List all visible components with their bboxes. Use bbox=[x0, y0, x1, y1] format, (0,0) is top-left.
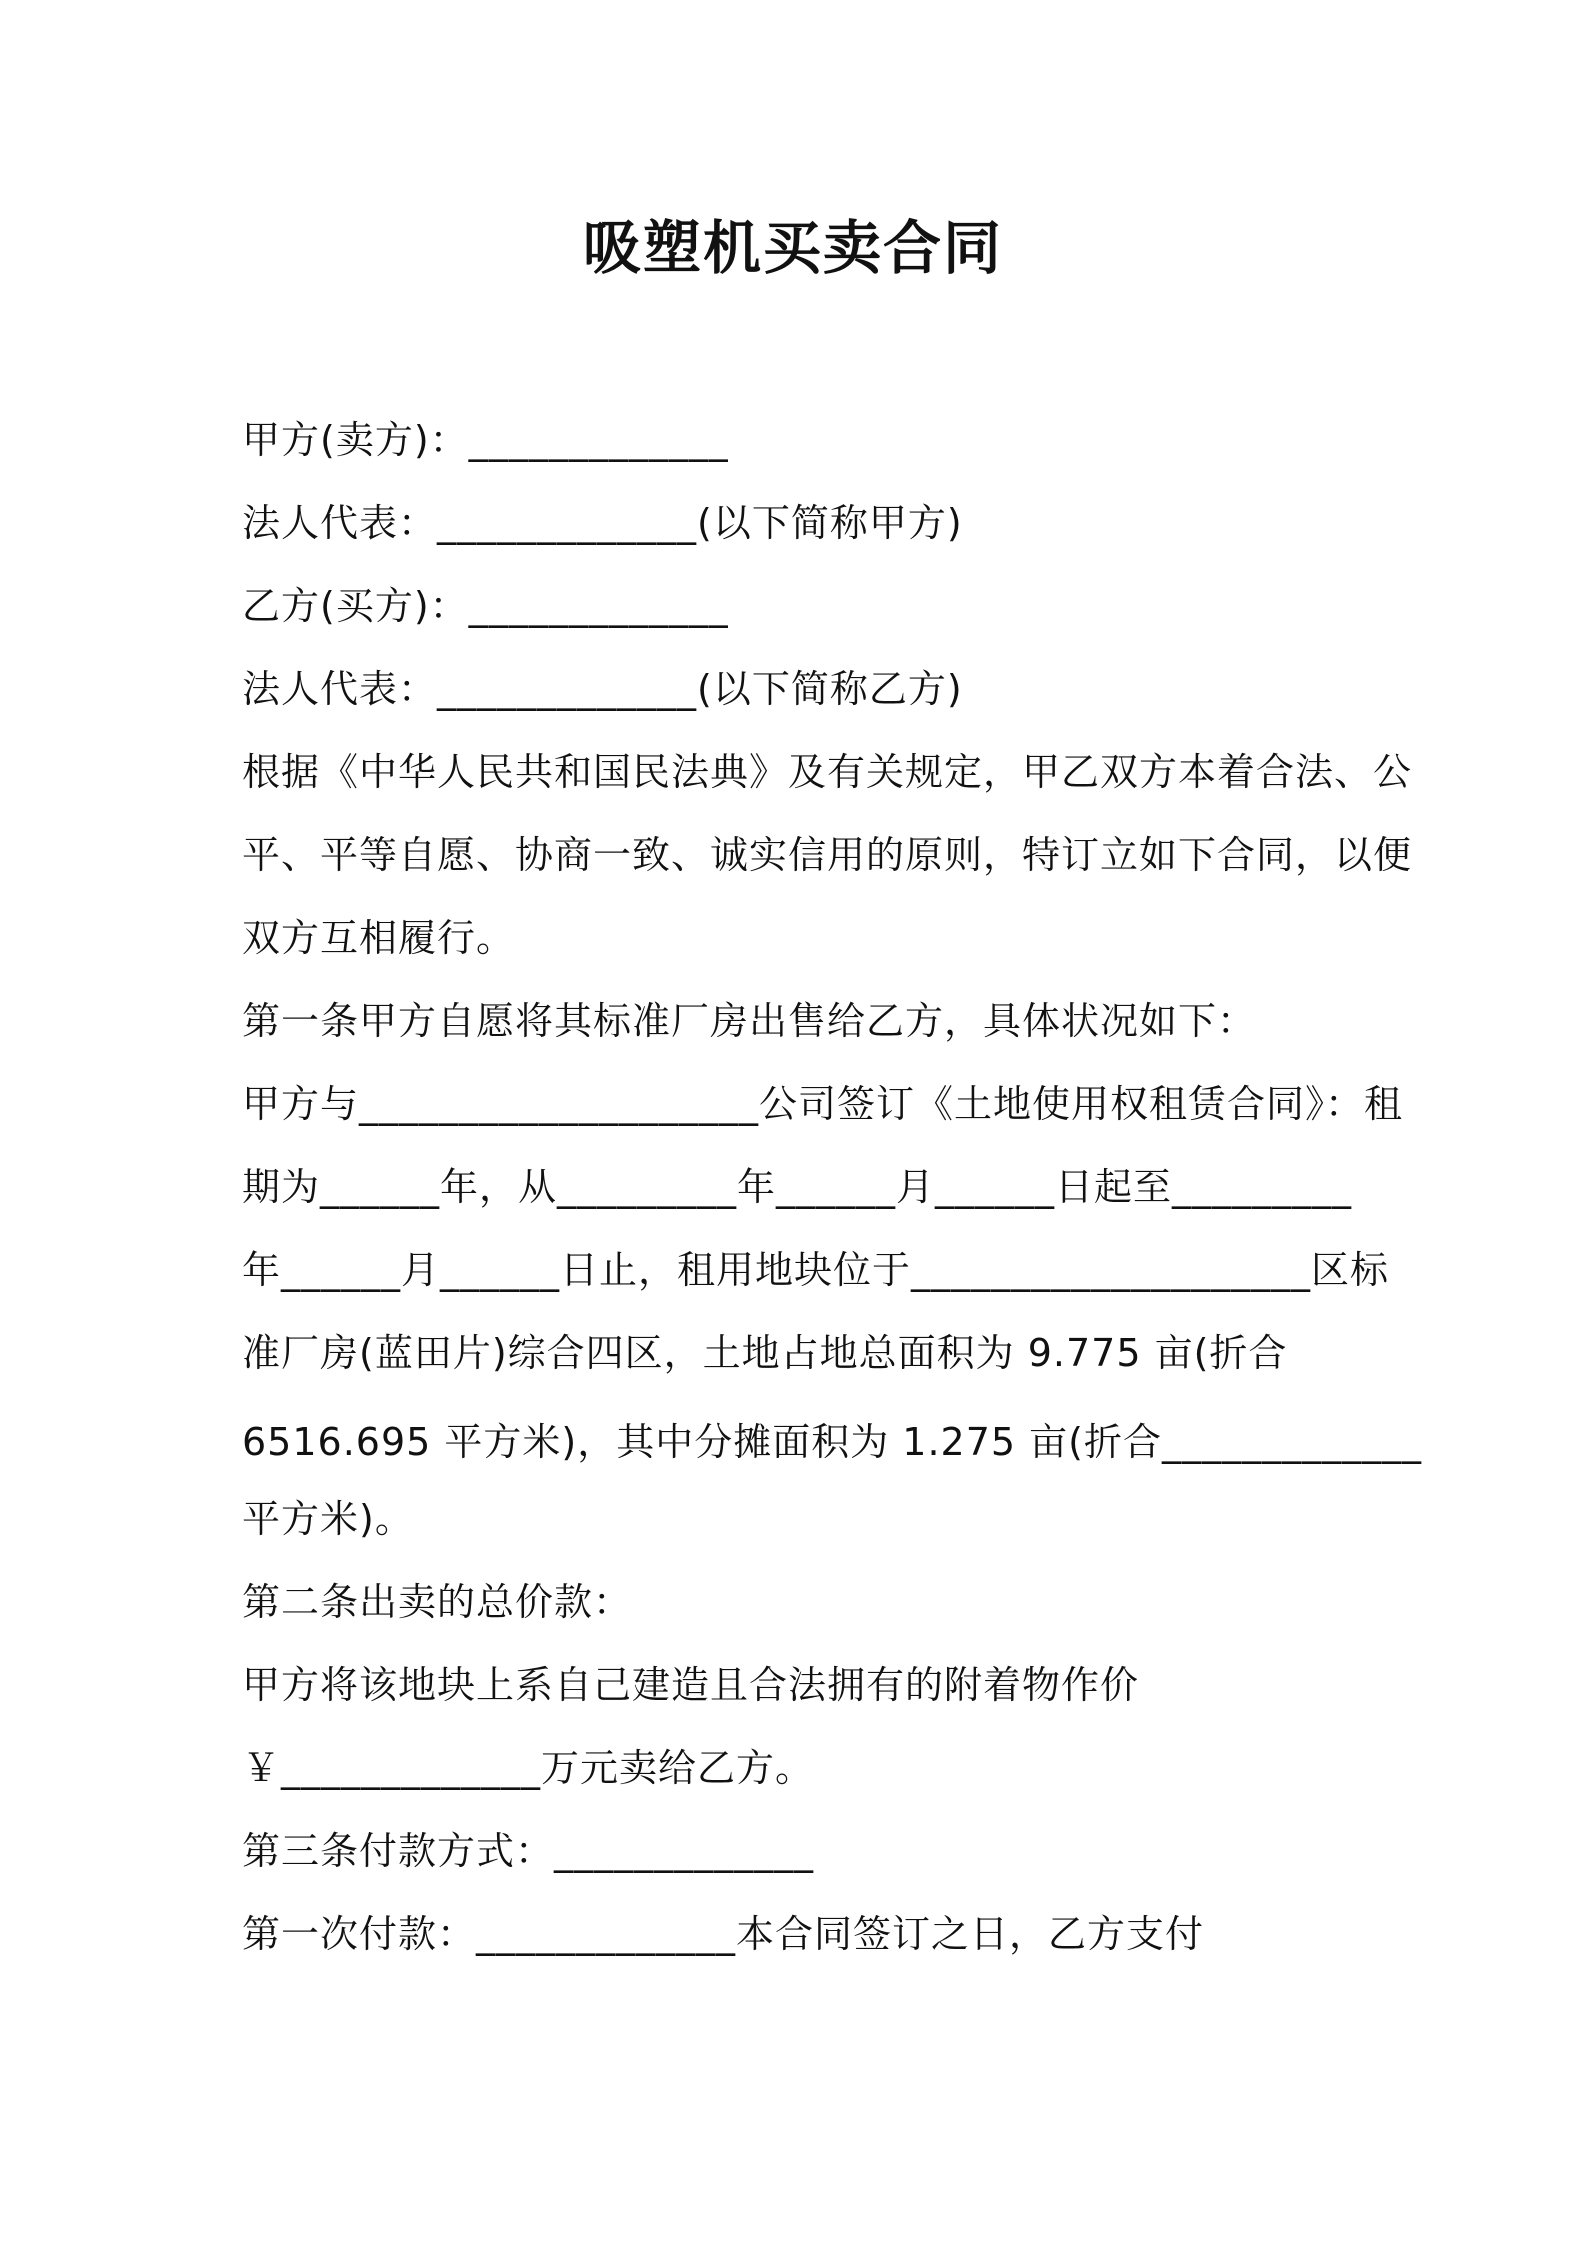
party-a-rep-line: 法人代表：_____________(以下简称甲方) bbox=[242, 501, 963, 545]
party-a-line: 甲方(卖方)：_____________ bbox=[242, 418, 729, 462]
article-1-line-2: 期为______年，从_________年______月______日起至_________ bbox=[242, 1165, 1353, 1209]
preamble-line-1: 根据《中华人民共和国民法典》及有关规定，甲乙双方本着合法、公 bbox=[242, 750, 1413, 794]
article-1-heading: 第一条甲方自愿将其标准厂房出售给乙方，具体状况如下： bbox=[242, 999, 1257, 1043]
article-1-line-6: 平方米)。 bbox=[242, 1497, 414, 1541]
first-payment-line: 第一次付款：_____________本合同签订之日，乙方支付 bbox=[242, 1912, 1205, 1956]
preamble-line-2: 平、平等自愿、协商一致、诚实信用的原则，特订立如下合同，以便 bbox=[242, 833, 1413, 877]
article-1-line-1: 甲方与____________________公司签订《土地使用权租赁合同》：租 bbox=[242, 1082, 1404, 1126]
article-1-line-3: 年______月______日止，租用地块位于____________________区标 bbox=[242, 1248, 1390, 1292]
article-2-line-1: 甲方将该地块上系自己建造且合法拥有的附着物作价 bbox=[242, 1663, 1140, 1707]
article-1-line-5: 6516.695 平方米)，其中分摊面积为 1.275 亩(折合_____________ bbox=[242, 1420, 1422, 1464]
article-2-heading: 第二条出卖的总价款： bbox=[242, 1580, 633, 1624]
article-2-line-2: ￥_____________万元卖给乙方。 bbox=[242, 1746, 815, 1790]
preamble-line-3: 双方互相履行。 bbox=[242, 916, 516, 960]
article-3-heading: 第三条付款方式：_____________ bbox=[242, 1829, 815, 1873]
party-b-rep-line: 法人代表：_____________(以下简称乙方) bbox=[242, 667, 963, 711]
party-b-line: 乙方(买方)：_____________ bbox=[242, 584, 729, 628]
document-title: 吸塑机买卖合同 bbox=[582, 214, 1003, 282]
article-1-line-4: 准厂房(蓝田片)综合四区，土地占地总面积为 9.775 亩(折合 bbox=[242, 1331, 1288, 1375]
